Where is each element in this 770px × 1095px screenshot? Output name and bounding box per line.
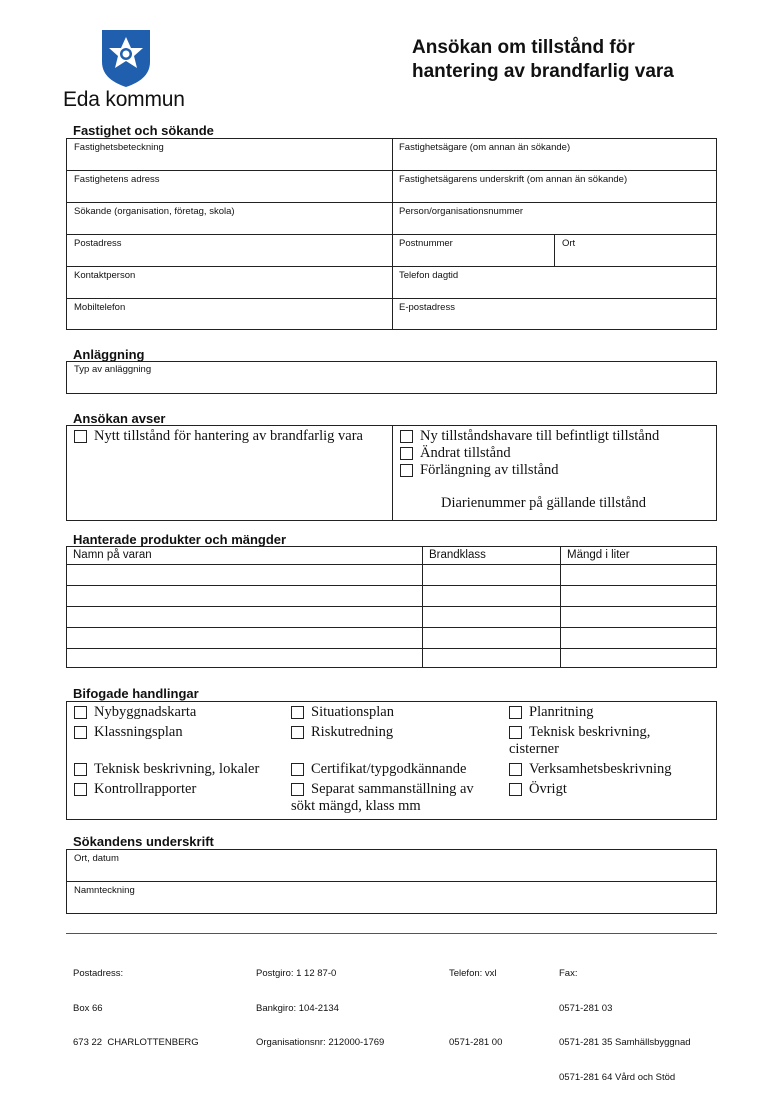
label-nybyggnadskarta: Nybyggnadskarta <box>94 704 197 720</box>
label-kontrollrapporter: Kontrollrapporter <box>94 781 197 797</box>
diarienummer-field[interactable]: Diarienummer på gällande tillstånd <box>441 495 646 511</box>
section-heading-ansokan-avser: Ansökan avser <box>73 411 166 426</box>
label-ovrigt: Övrigt <box>529 781 567 797</box>
underskrift-box <box>66 849 717 914</box>
footer-address <box>73 945 199 1060</box>
label-riskutredning: Riskutredning <box>311 724 394 740</box>
eda-kommun-logo <box>100 28 152 88</box>
checkbox-ovrigt[interactable] <box>509 783 522 796</box>
checkbox-kontrollrapporter[interactable] <box>74 783 87 796</box>
label-separat-sammanstallning: Separat sammanställning av <box>311 781 474 797</box>
checkbox-situationsplan[interactable] <box>291 706 304 719</box>
section-heading-fastighet: Fastighet och sökande <box>73 123 214 138</box>
label-teknisk-cisterner-cont: cisterner <box>509 741 559 757</box>
anlaggning-box <box>66 361 717 394</box>
typ-av-anlaggning-field[interactable]: Typ av anläggning <box>74 364 152 375</box>
postadress-field[interactable]: Postadress <box>74 238 122 249</box>
footer-telefon <box>449 945 502 1060</box>
label-teknisk-cisterner: Teknisk beskrivning, <box>529 724 651 740</box>
personnummer-field[interactable]: Person/organisationsnummer <box>399 206 524 217</box>
fastighetsbeteckning-field[interactable]: Fastighetsbeteckning <box>74 142 164 153</box>
label-andrat-tillstand: Ändrat tillstånd <box>420 445 511 461</box>
footer-telefon-label: Telefon: vxl <box>449 968 497 979</box>
footer-giro <box>256 945 384 1060</box>
label-klassningsplan: Klassningsplan <box>94 724 183 740</box>
label-verksamhetsbeskrivning: Verksamhetsbeskrivning <box>529 761 672 777</box>
label-situationsplan: Situationsplan <box>311 704 394 720</box>
checkbox-separat-sammanstallning[interactable] <box>291 783 304 796</box>
title-line-2: hantering av brandfarlig vara <box>412 61 674 82</box>
footer-divider <box>66 933 717 934</box>
coat-of-arms-icon <box>100 28 152 88</box>
checkbox-certifikat[interactable] <box>291 763 304 776</box>
checkbox-teknisk-cisterner[interactable] <box>509 726 522 739</box>
footer-bankgiro: Bankgiro: 104-2134 <box>256 1002 339 1014</box>
footer-telefon-number: 0571-281 00 <box>449 1037 503 1048</box>
checkbox-teknisk-lokaler[interactable] <box>74 763 87 776</box>
fastighetens-adress-field[interactable]: Fastighetens adress <box>74 174 160 185</box>
footer-address-line2: 673 22 CHARLOTTENBERG <box>73 1037 199 1048</box>
checkbox-riskutredning[interactable] <box>291 726 304 739</box>
postnummer-field[interactable]: Postnummer <box>399 238 453 249</box>
footer-fax-1: 0571-281 03 <box>559 1002 613 1014</box>
column-header-brandklass: Brandklass <box>429 549 486 561</box>
footer-fax <box>559 945 691 1095</box>
label-certifikat: Certifikat/typgodkännande <box>311 761 467 777</box>
telefon-dagtid-field[interactable]: Telefon dagtid <box>399 270 459 281</box>
fastighet-sokande-box <box>66 138 717 330</box>
produkter-table <box>66 546 717 668</box>
footer-orgnr: Organisationsnr: 212000-1769 <box>256 1037 385 1048</box>
checkbox-klassningsplan[interactable] <box>74 726 87 739</box>
ort-field[interactable]: Ort <box>562 238 576 249</box>
footer-fax-2: 0571-281 35 Samhällsbyggnad <box>559 1037 691 1048</box>
label-nytt-tillstand: Nytt tillstånd för hantering av brandfarlig vara <box>94 428 363 444</box>
namnteckning-field[interactable]: Namnteckning <box>74 885 135 896</box>
agarens-underskrift-field[interactable]: Fastighetsägarens underskrift (om annan än sökande) <box>399 174 628 185</box>
ort-datum-field[interactable]: Ort, datum <box>74 853 119 864</box>
section-heading-anlaggning: Anläggning <box>73 347 145 362</box>
fastighetsagare-field[interactable]: Fastighetsägare (om annan än sökande) <box>399 142 571 153</box>
section-heading-bifogade: Bifogade handlingar <box>73 686 199 701</box>
checkbox-forlangning[interactable] <box>400 464 413 477</box>
kontaktperson-field[interactable]: Kontaktperson <box>74 270 136 281</box>
form-title <box>412 36 674 84</box>
label-planritning: Planritning <box>529 704 594 720</box>
title-line-1: Ansökan om tillstånd för <box>412 37 635 58</box>
municipality-name: Eda kommun <box>63 88 185 111</box>
label-ny-tillstandshavare: Ny tillståndshavare till befintligt tillstånd <box>420 428 660 444</box>
checkbox-andrat-tillstand[interactable] <box>400 447 413 460</box>
mobiltelefon-field[interactable]: Mobiltelefon <box>74 302 126 313</box>
checkbox-verksamhetsbeskrivning[interactable] <box>509 763 522 776</box>
column-header-mangd: Mängd i liter <box>567 549 630 561</box>
checkbox-planritning[interactable] <box>509 706 522 719</box>
footer-address-label: Postadress: <box>73 968 124 979</box>
checkbox-ny-tillstandshavare[interactable] <box>400 430 413 443</box>
footer-address-line1: Box 66 <box>73 1002 103 1014</box>
column-header-namn: Namn på varan <box>73 549 152 561</box>
footer-fax-label: Fax: <box>559 968 578 979</box>
checkbox-nytt-tillstand[interactable] <box>74 430 87 443</box>
section-heading-produkter: Hanterade produkter och mängder <box>73 532 287 547</box>
epost-field[interactable]: E-postadress <box>399 302 455 313</box>
sokande-field[interactable]: Sökande (organisation, företag, skola) <box>74 206 235 217</box>
footer-fax-3: 0571-281 64 Vård och Stöd <box>559 1071 676 1083</box>
footer-postgiro: Postgiro: 1 12 87-0 <box>256 968 337 979</box>
label-separat-sammanstallning-cont: sökt mängd, klass mm <box>291 798 421 814</box>
label-teknisk-lokaler: Teknisk beskrivning, lokaler <box>94 761 260 777</box>
section-heading-underskrift: Sökandens underskrift <box>73 834 214 849</box>
checkbox-nybyggnadskarta[interactable] <box>74 706 87 719</box>
label-forlangning: Förlängning av tillstånd <box>420 462 559 478</box>
